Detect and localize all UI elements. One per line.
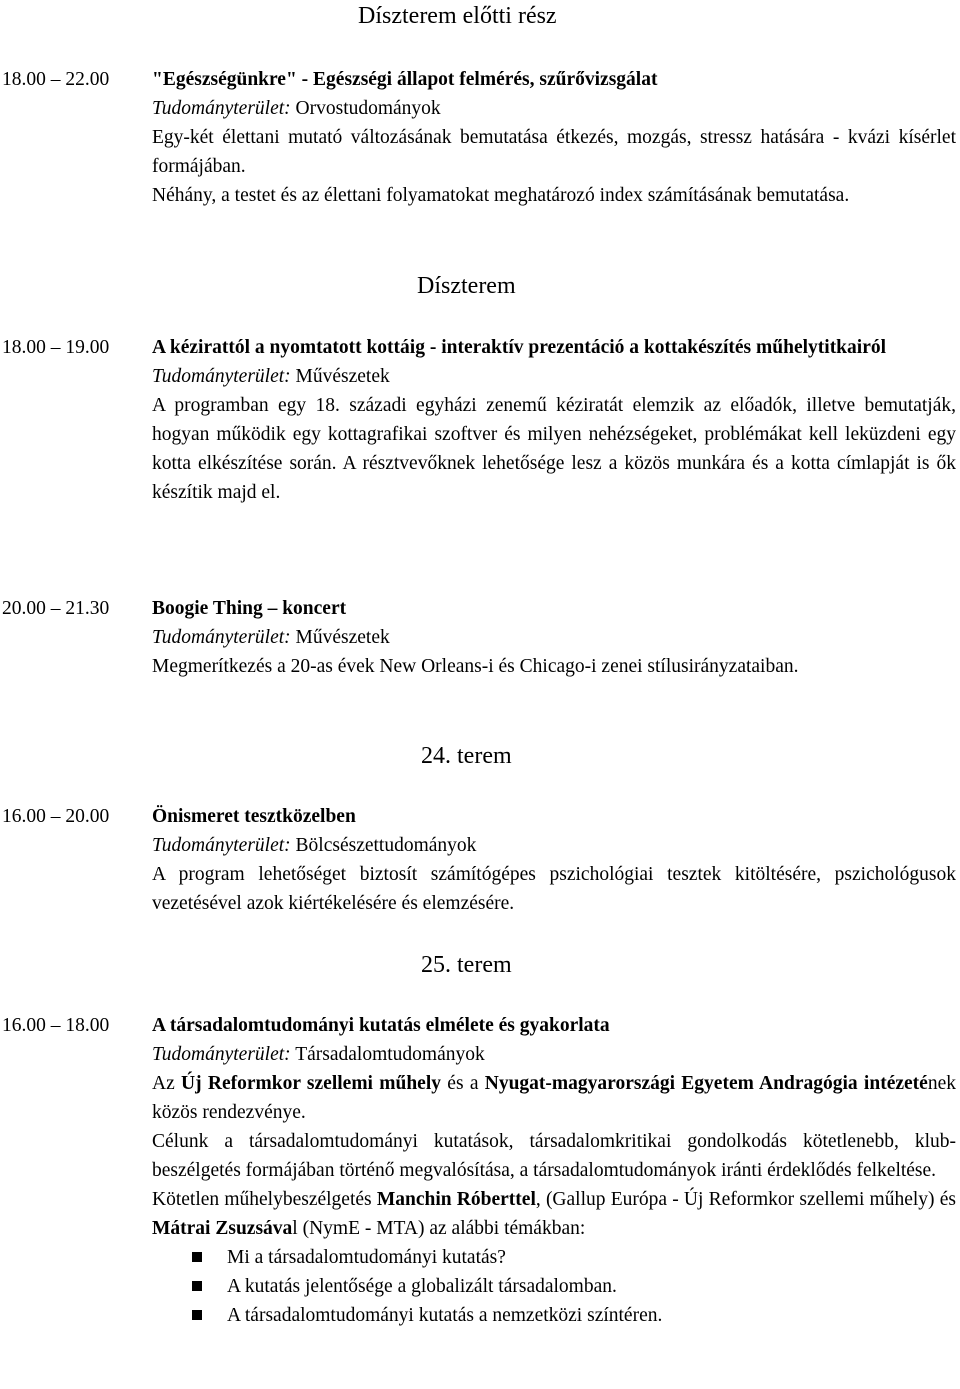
field-label: Tudományterület:: [152, 1044, 291, 1065]
event-content: [152, 333, 956, 507]
field-value: Bölcsészettudományok: [295, 835, 477, 856]
event-time: 16.00 – 18.00: [2, 1015, 110, 1036]
event-field: [152, 94, 956, 123]
event-description: Célunk a társadalomtudományi kutatások, társadalomkritikai gondolkodás kötetlenebb, klub-beszélgetés formájában történő megvalósítása, a társadalomtudományok iránti érdeklődés felkeltése.: [152, 1131, 956, 1181]
event-description: Egy-két élettani mutató változásának bemutatása étkezés, mozgás, stressz hatására - kvázi kísérlet formájában.: [152, 127, 956, 177]
event-field: [152, 362, 956, 391]
field-label: Tudományterület:: [152, 366, 291, 387]
event-title: A társadalomtudományi kutatás elmélete és gyakorlata: [152, 1015, 610, 1036]
square-bullet-icon: [192, 1310, 202, 1320]
field-label: Tudományterület:: [152, 627, 291, 648]
event-speakers: Kötetlen műhelybeszélgetés Manchin Róberttel, (Gallup Európa - Új Reformkor szellemi műhely) és Mátrai Zsuzsával (NymE - MTA) az alábbi témákban:: [152, 1189, 956, 1239]
topic-list: [152, 1243, 956, 1330]
speaker-name: Manchin Róberttel: [376, 1189, 536, 1210]
event-content: [152, 65, 956, 210]
list-item: A kutatás jelentősége a globalizált társadalomban.: [152, 1272, 956, 1301]
event-title: Önismeret tesztközelben: [152, 806, 356, 827]
event-title: Boogie Thing – koncert: [152, 598, 347, 619]
event-description: A programban egy 18. századi egyházi zenemű kéziratát elemzik az előadók, illetve bemutatják, hogyan működik egy kottagrafikai szoftver és milyen nehézségeket, problémákat kell leküzdeni egy kotta elkészítése során. A résztvevőknek lehetősége lesz a közös munkára és a kotta címlapját is ők készítik majd el.: [152, 395, 956, 503]
event-description: Megmerítkezés a 20-as évek New Orleans-i és Chicago-i zenei stílusirányzataiban.: [152, 656, 799, 677]
organizer-name: Nyugat-magyarországi Egyetem Andragógia intézeté: [484, 1073, 928, 1094]
list-item: Mi a társadalomtudományi kutatás?: [152, 1243, 956, 1272]
speaker-name: Mátrai Zsuzsáva: [152, 1218, 293, 1239]
organizer-name: Új Reformkor szellemi műhely: [181, 1073, 442, 1094]
field-label: Tudományterület:: [152, 98, 291, 119]
list-item: A társadalomtudományi kutatás a nemzetközi színtéren.: [152, 1301, 956, 1330]
field-value: Orvostudományok: [295, 98, 441, 119]
event-field: [152, 1040, 956, 1069]
venue-heading-25-terem: 25. terem: [421, 952, 512, 978]
event-time: 18.00 – 19.00: [2, 337, 110, 358]
field-value: Művészetek: [295, 627, 390, 648]
event-description: Néhány, a testet és az élettani folyamatokat meghatározó index számításának bemutatása.: [152, 185, 850, 206]
event-time: 20.00 – 21.30: [2, 598, 110, 619]
event-content: [152, 802, 956, 918]
venue-heading-disztermet-elotti: Díszterem előtti rész: [358, 3, 557, 29]
square-bullet-icon: [192, 1252, 202, 1262]
event-field: [152, 623, 956, 652]
event-field: [152, 831, 956, 860]
event-title: "Egészségünkre" - Egészségi állapot felmérés, szűrővizsgálat: [152, 69, 658, 90]
venue-heading-diszterem: Díszterem: [417, 273, 516, 299]
event-organizers: Az Új Reformkor szellemi műhely és a Nyugat-magyarországi Egyetem Andragógia intézetének közös rendezvénye.: [152, 1073, 956, 1123]
event-description: A program lehetőséget biztosít számítógépes pszichológiai tesztek kitöltésére, pszichológusok vezetésével azok kiértékelésére és elemzésére.: [152, 864, 956, 914]
event-content: [152, 1011, 956, 1330]
event-time: 18.00 – 22.00: [2, 69, 110, 90]
field-value: Művészetek: [295, 366, 390, 387]
event-content: [152, 594, 956, 681]
event-time: 16.00 – 20.00: [2, 806, 110, 827]
field-value: Társadalomtudományok: [295, 1044, 485, 1065]
venue-heading-24-terem: 24. terem: [421, 743, 512, 769]
field-label: Tudományterület:: [152, 835, 291, 856]
event-title: A kézirattól a nyomtatott kottáig - interaktív prezentáció a kottakészítés műhelytitkairól: [152, 337, 887, 358]
square-bullet-icon: [192, 1281, 202, 1291]
